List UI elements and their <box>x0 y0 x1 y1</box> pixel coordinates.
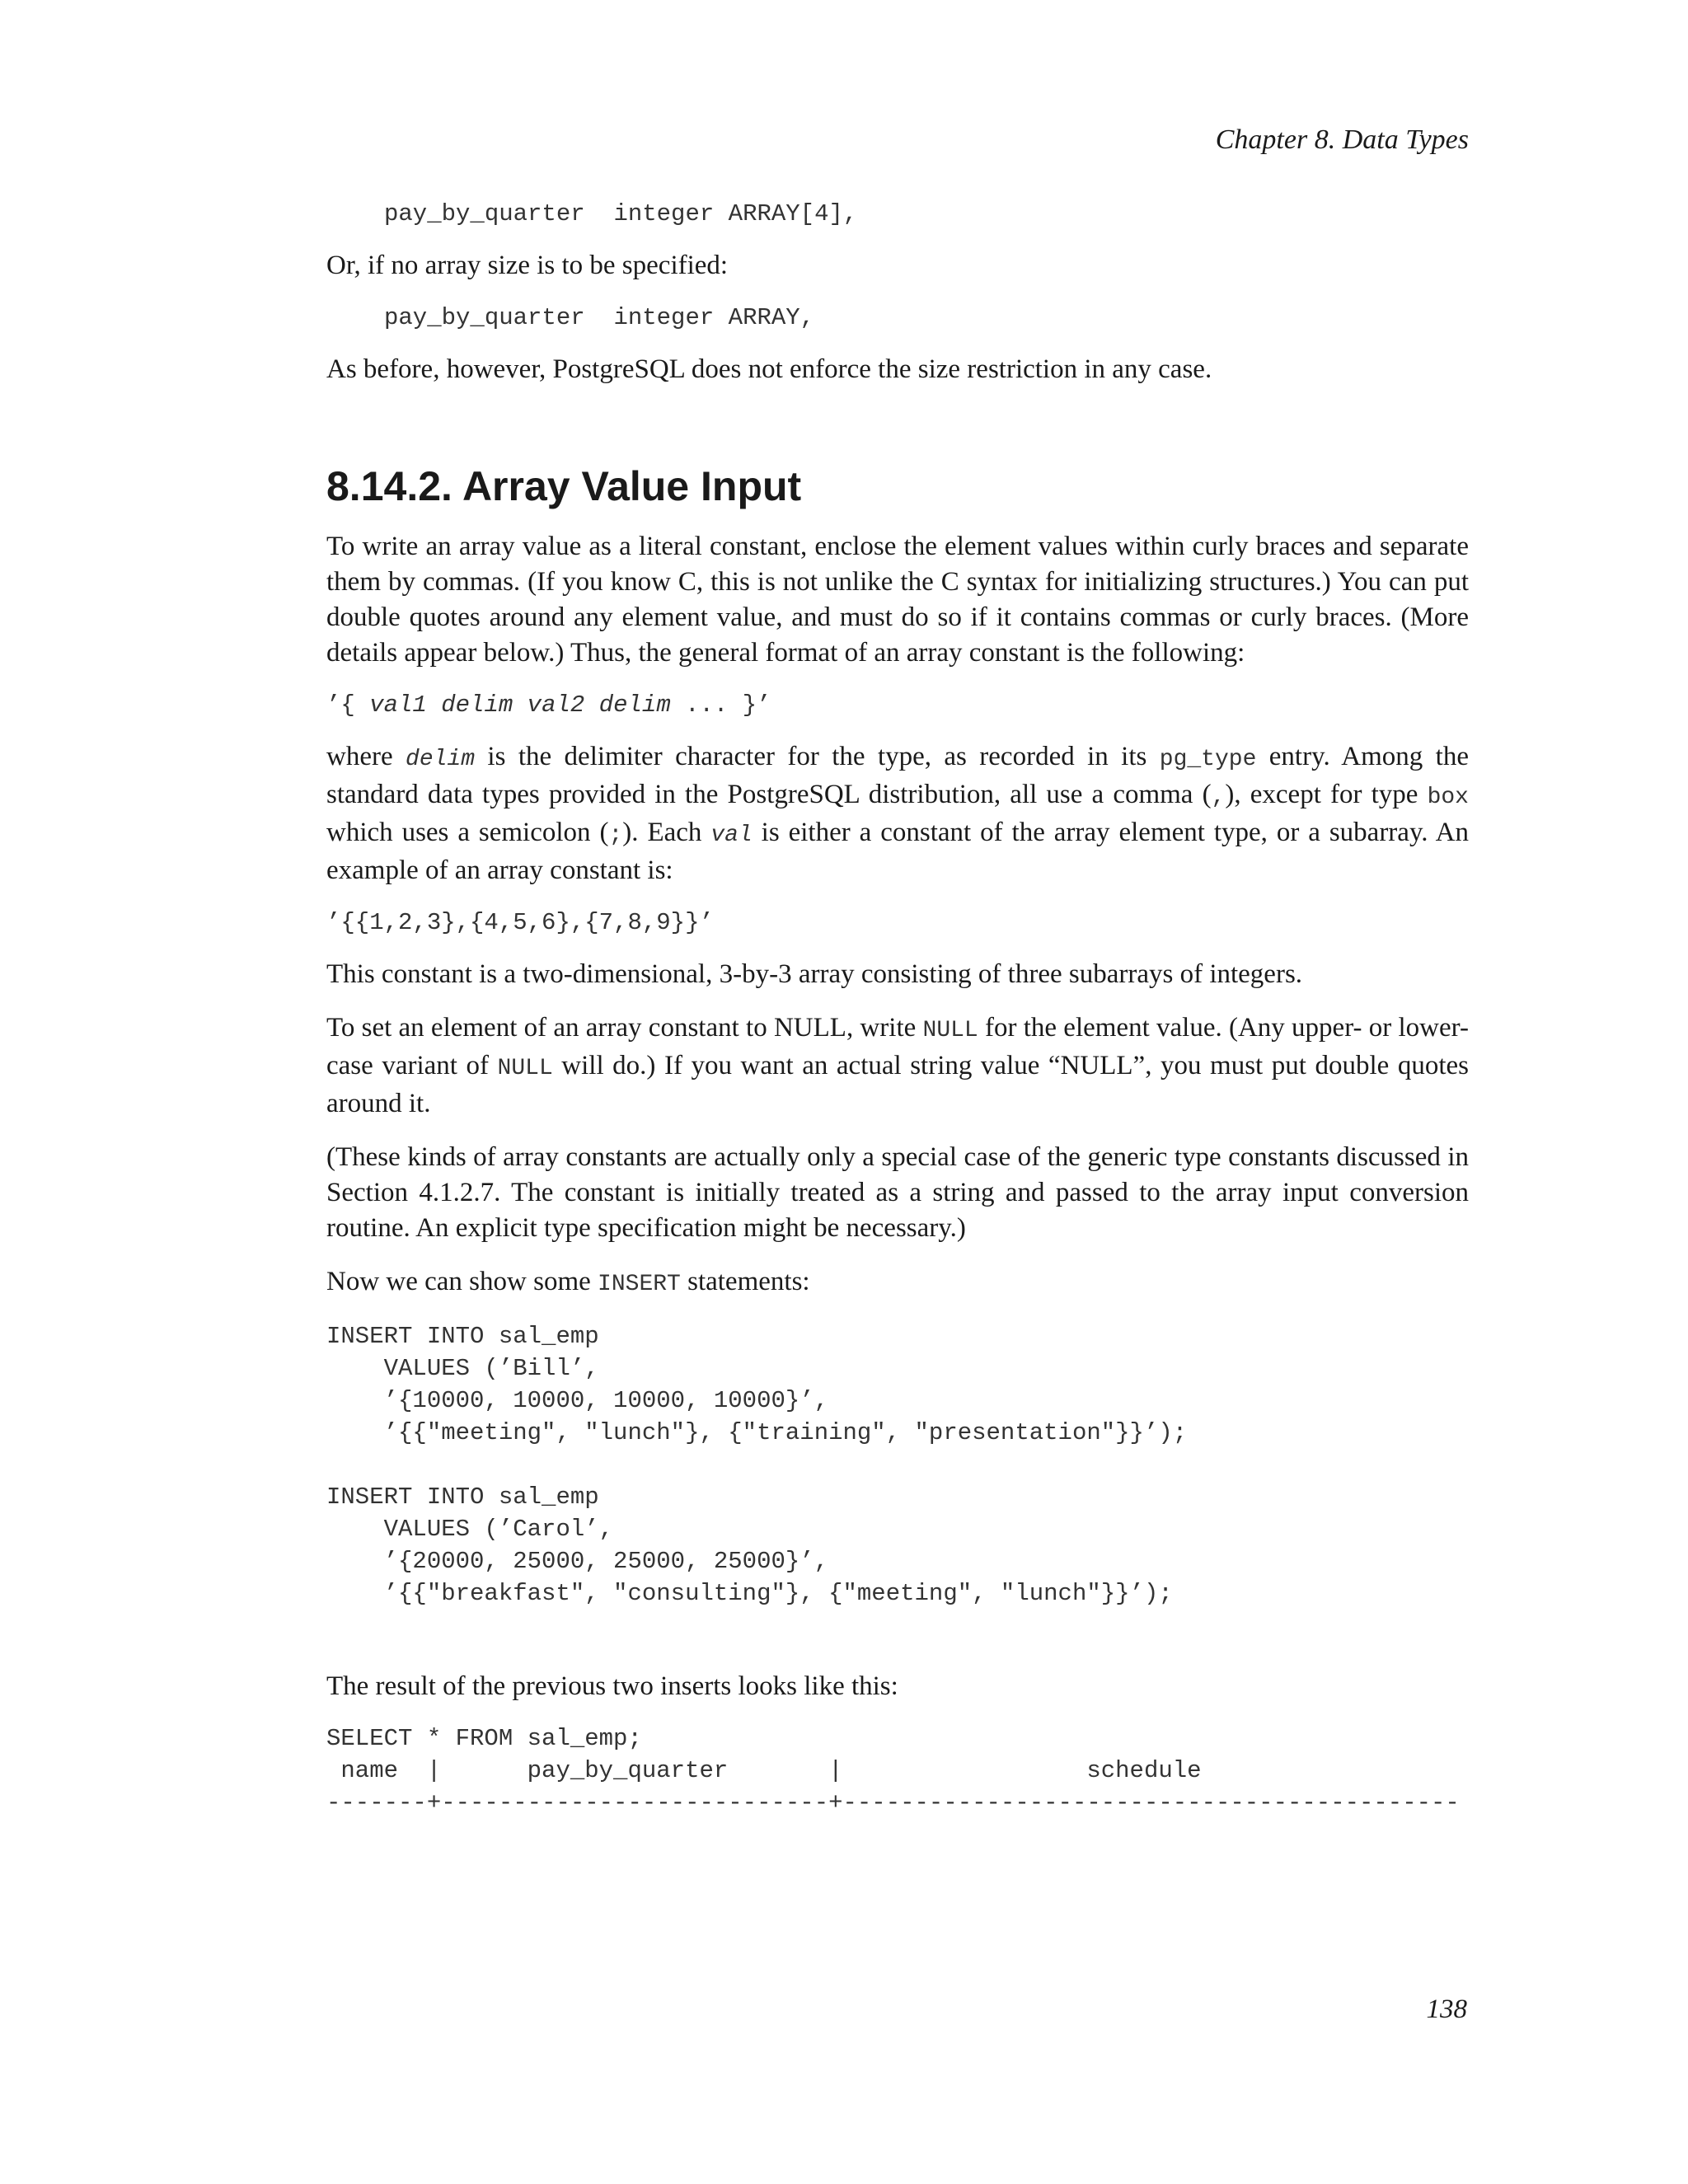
code-placeholder-val2: val2 <box>527 691 585 719</box>
paragraph-generic-constants: (These kinds of array constants are actually only a special case of the generic type constants discussed in Section 4.1.2.7. The constant is initially treated as a string and passed to the array input conversion routine. An explicit type specification might be necessary.) <box>326 1142 1469 1243</box>
text-run: Now we can show some <box>326 1267 598 1296</box>
code-fragment <box>513 691 527 719</box>
code-fragment: ... }’ <box>670 691 771 719</box>
inline-code-semicolon: ; <box>608 823 623 848</box>
text-run: is either a constant of the array element type, or a subarray. An example of an array constant is: <box>326 818 1469 885</box>
code-placeholder-val1: val1 <box>369 691 427 719</box>
inline-code-delim: delim <box>406 747 476 772</box>
inline-code-null: NULL <box>497 1056 553 1081</box>
code-insert-statements: INSERT INTO sal_emp VALUES (’Bill’, ’{10000, 10000, 10000, 10000}’, ’{{"meeting", "lunch"}, {"training", "presentation"}}’); INSERT INTO sal_emp VALUES (’Carol’, ’{20000, 25000, 25000, 25000}’, ’{{"breakfast", "consulting"}, {"meeting", "lunch"}}’); <box>326 1323 1188 1607</box>
text-run: is the delimiter character for the type, as recorded in its <box>475 742 1160 771</box>
text-run: statements: <box>680 1267 810 1296</box>
paragraph-size-not-enforced: As before, however, PostgreSQL does not enforce the size restriction in any case. <box>326 354 1212 384</box>
running-header: Chapter 8. Data Types <box>1215 124 1469 155</box>
paragraph-no-size: Or, if no array size is to be specified: <box>326 251 729 280</box>
code-fragment: ’{ <box>326 691 370 719</box>
code-fragment <box>584 691 598 719</box>
paragraph-result-intro: The result of the previous two inserts looks like this: <box>326 1671 898 1701</box>
paragraph-delimiter-explanation <box>326 739 1469 888</box>
code-select-result: SELECT * FROM sal_emp; name | pay_by_quarter | schedule -------+---------------------------+------------------------------------------- <box>326 1725 1460 1816</box>
page-number: 138 <box>1426 1994 1467 2024</box>
code-array-constant-format <box>326 689 1469 721</box>
text-run: To set an element of an array constant to NULL, write <box>326 1013 923 1043</box>
text-run: for the element value. (Any upper- or lower-case variant of <box>326 1013 1469 1080</box>
inline-code-pg-type: pg_type <box>1159 747 1257 772</box>
text-run: will do.) If you want an actual string value “NULL”, you must put double quotes around it. <box>326 1051 1469 1118</box>
code-placeholder-delim: delim <box>598 691 671 719</box>
inline-code-insert: INSERT <box>598 1272 681 1297</box>
paragraph-two-dimensional: This constant is a two-dimensional, 3-by-3 array consisting of three subarrays of integers. <box>326 959 1303 989</box>
paragraph-array-literal-intro: To write an array value as a literal constant, enclose the element values within curly braces and separate them by commas. (If you know C, this is not unlike the C syntax for initializing structures.) You can put double quotes around any element value, and must do so if it contains commas or curly braces. (More details appear below.) Thus, the general format of an array constant is the following: <box>326 532 1469 668</box>
code-placeholder-delim: delim <box>441 691 513 719</box>
text-run: where <box>326 742 406 771</box>
code-array-size-declaration: pay_by_quarter integer ARRAY[4], <box>384 200 858 227</box>
paragraph-null-elements <box>326 1010 1469 1122</box>
section-heading: 8.14.2. Array Value Input <box>326 463 802 509</box>
inline-code-null: NULL <box>922 1018 978 1043</box>
code-fragment <box>427 691 441 719</box>
code-array-no-size: pay_by_quarter integer ARRAY, <box>384 304 815 331</box>
text-run: ). Each <box>622 818 711 847</box>
paragraph-insert-intro <box>326 1264 1469 1302</box>
inline-code-box: box <box>1427 785 1469 810</box>
text-run: ), except for type <box>1225 780 1428 809</box>
text-run: which uses a semicolon ( <box>326 818 609 847</box>
text-run: entry. Among the standard data types provided in the PostgreSQL distribution, all use a comma ( <box>326 742 1469 809</box>
code-array-constant-example: ’{{1,2,3},{4,5,6},{7,8,9}}’ <box>326 909 714 936</box>
inline-code-val: val <box>710 823 753 848</box>
inline-code-comma: , <box>1211 785 1226 810</box>
page-content <box>326 198 1469 1819</box>
